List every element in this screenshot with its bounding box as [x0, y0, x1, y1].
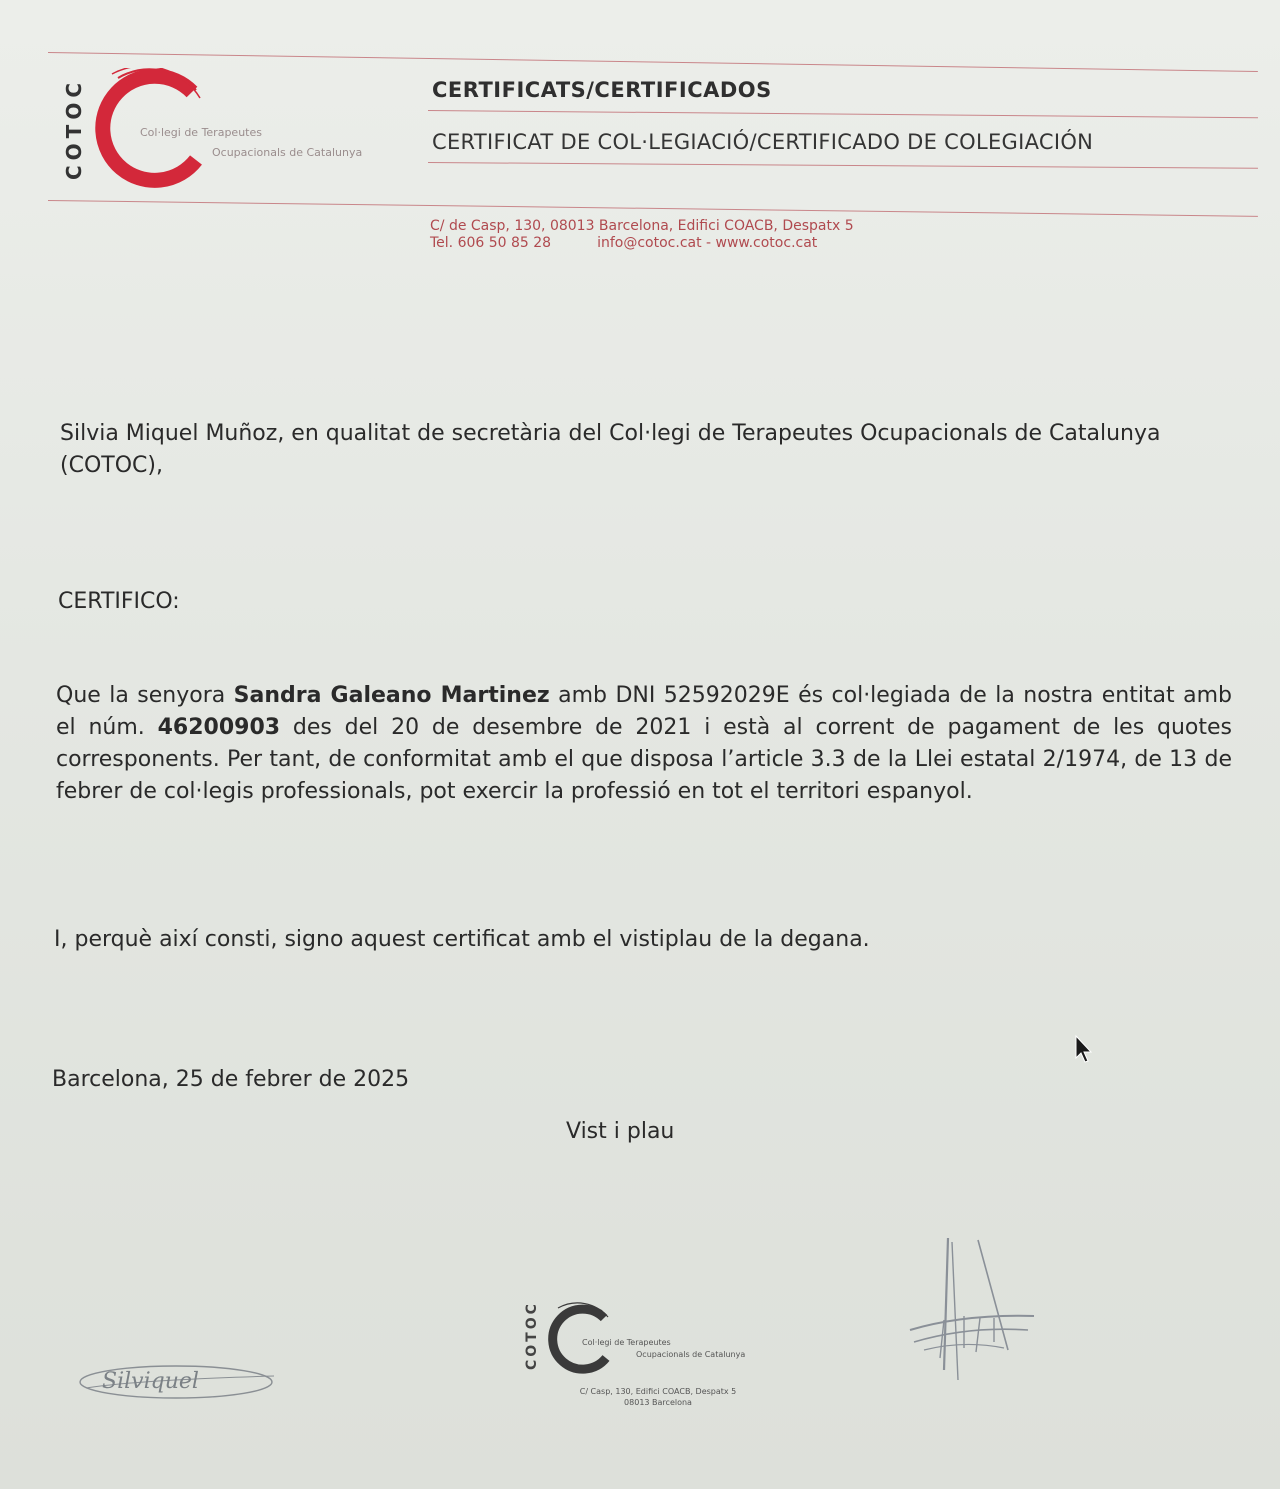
certification-paragraph — [56, 680, 1232, 808]
closing-line: I, perquè així consti, signo aquest certificat amb el vistiplau de la degana. — [54, 927, 870, 952]
secretary-signature — [76, 1356, 286, 1406]
vist-i-plau: Vist i plau — [566, 1119, 675, 1144]
cotoc-stamp — [518, 1298, 778, 1418]
header-rule-subtitle — [428, 162, 1258, 169]
member-name: Sandra Galeano Martinez — [233, 683, 550, 708]
mouse-cursor-icon — [1074, 1034, 1094, 1064]
header-rule-bottom — [48, 200, 1258, 217]
contact-phone: Tel. 606 50 85 28 — [430, 235, 552, 251]
logo-line-1: Col·legi de Terapeutes — [140, 126, 262, 139]
logo-acronym: COTOC — [62, 77, 86, 180]
intro-paragraph — [60, 418, 1240, 482]
logo-line-2: Ocupacionals de Catalunya — [212, 146, 363, 159]
stamp-line-1: Col·legi de Terapeutes — [582, 1338, 671, 1347]
stamp-line-2: Ocupacionals de Catalunya — [636, 1350, 746, 1359]
member-number: 46200903 — [157, 715, 281, 740]
para-rest: des del 20 de desembre de 2021 i està al corrent de pagament de les quotes corresponents. Per tant, de conformitat amb el que disposa l’article 3.3 de la Llei estatal 2/1974, de 13 de febrer de col·legis professionals, pot exercir la professió en tot el territori espanyol. — [56, 715, 1232, 804]
secretary-signature-text: Silviquel — [102, 1369, 199, 1394]
stamp-address — [538, 1386, 778, 1408]
certifico-heading: CERTIFICO: — [58, 589, 180, 614]
stamp-address-1: C/ Casp, 130, Edifici COACB, Despatx 5 — [579, 1387, 737, 1396]
contact-info — [430, 218, 854, 252]
contact-email-web: info@cotoc.cat - www.cotoc.cat — [597, 235, 818, 251]
page-title: CERTIFICATS/CERTIFICADOS — [432, 78, 772, 102]
contact-address: C/ de Casp, 130, 08013 Barcelona, Edifici COACB, Despatx 5 — [430, 218, 854, 234]
stamp-address-2: 08013 Barcelona — [624, 1398, 692, 1407]
para-post-name: amb DNI 52592029E és col·legiada de la nostra entitat amb el núm. — [56, 683, 1232, 740]
stamp-acronym: COTOC — [524, 1301, 540, 1370]
header-rule-title — [428, 110, 1258, 118]
para-pre-name: Que la senyora — [56, 683, 234, 708]
intro-line-2: (COTOC), — [60, 453, 163, 478]
header-rule-top — [48, 52, 1258, 72]
page-subtitle: CERTIFICAT DE COL·LEGIACIÓ/CERTIFICADO DE COLEGIACIÓN — [432, 130, 1094, 154]
contact-phone-web — [430, 235, 854, 252]
intro-line-1: Silvia Miquel Muñoz, en qualitat de secretària del Col·legi de Terapeutes Ocupacionals de Catalunya — [60, 421, 1161, 446]
place-date: Barcelona, 25 de febrer de 2025 — [52, 1067, 410, 1092]
dean-signature — [904, 1230, 1044, 1400]
